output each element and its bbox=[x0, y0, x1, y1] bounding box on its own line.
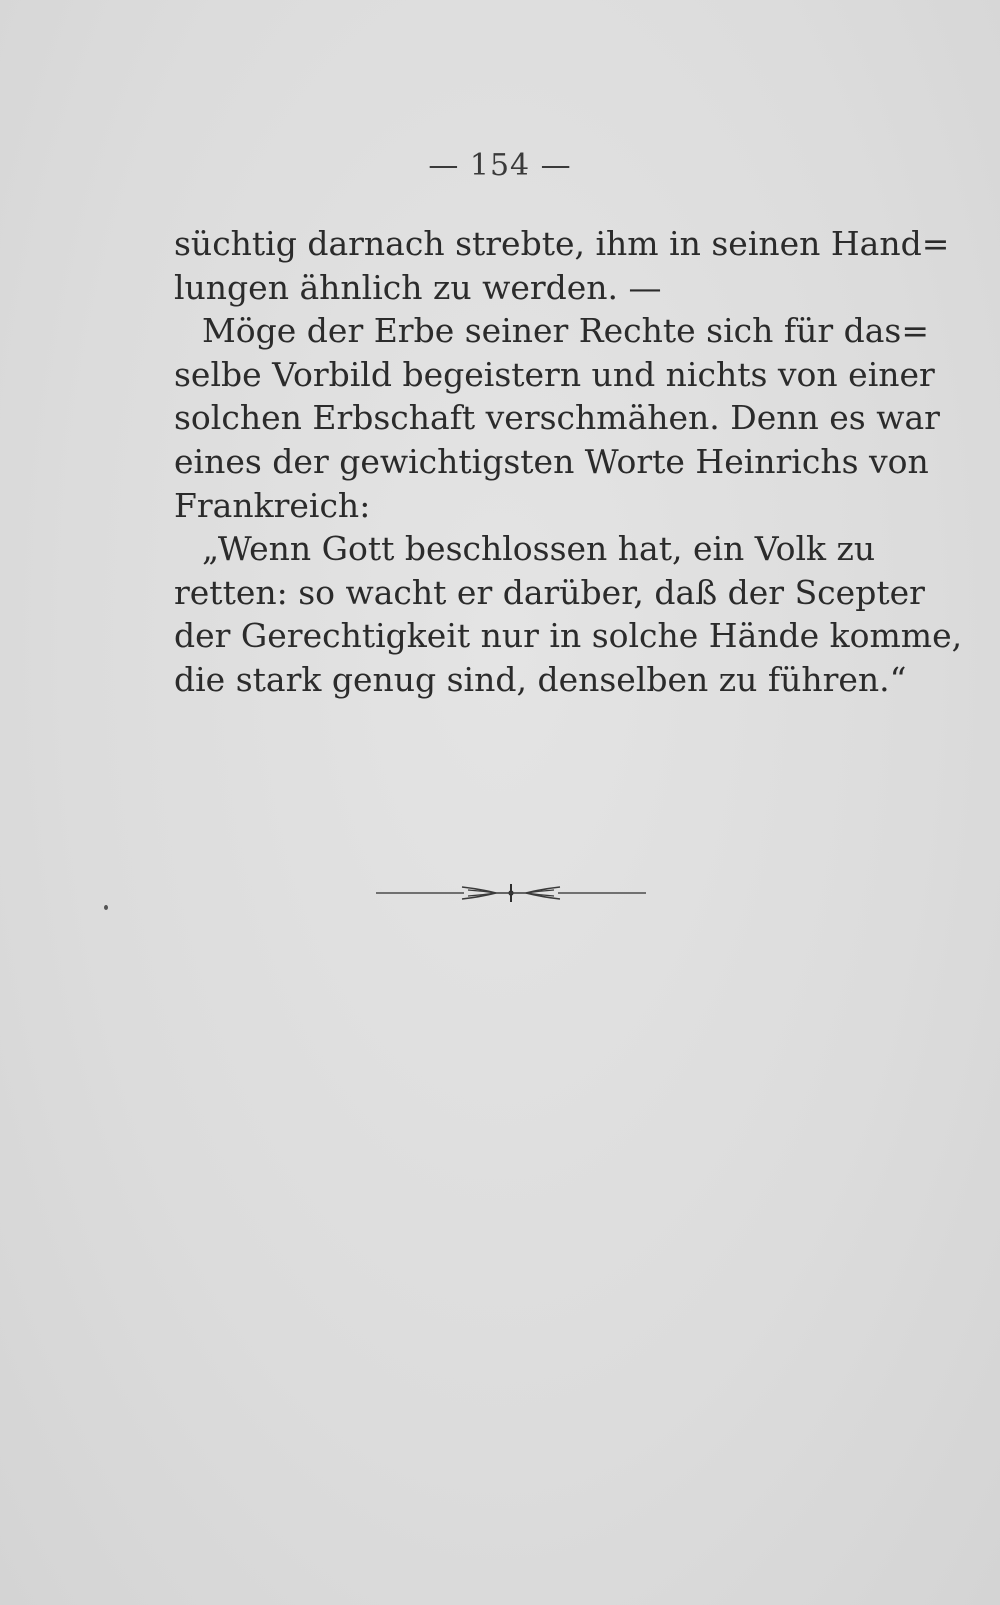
body-text bbox=[174, 222, 963, 702]
text-line: süchtig darnach strebte, ihm in seinen Hand= bbox=[174, 224, 950, 263]
text-line: selbe Vorbild begeistern und nichts von einer bbox=[174, 354, 935, 394]
text-line: der Gerechtigkeit nur in solche Hände komme, bbox=[174, 616, 963, 656]
text-line: solchen Erbschaft verschmähen. Denn es war bbox=[174, 398, 940, 438]
text-line: Frankreich: bbox=[174, 485, 371, 525]
text-line: eines der gewichtigsten Worte Heinrichs von bbox=[174, 441, 929, 481]
text-line: retten: so wacht er darüber, daß der Scepter bbox=[174, 572, 925, 612]
text-line: lungen ähnlich zu werden. — bbox=[174, 267, 662, 307]
text-line: „Wenn Gott beschlossen hat, ein Volk zu bbox=[202, 529, 876, 569]
ornamental-divider bbox=[376, 878, 646, 908]
paper-speck bbox=[104, 905, 108, 910]
text-line: Möge der Erbe seiner Rechte sich für das= bbox=[202, 311, 930, 351]
page-number: — 154 — bbox=[428, 148, 572, 183]
text-line: die stark genug sind, denselben zu führen.“ bbox=[174, 659, 907, 699]
